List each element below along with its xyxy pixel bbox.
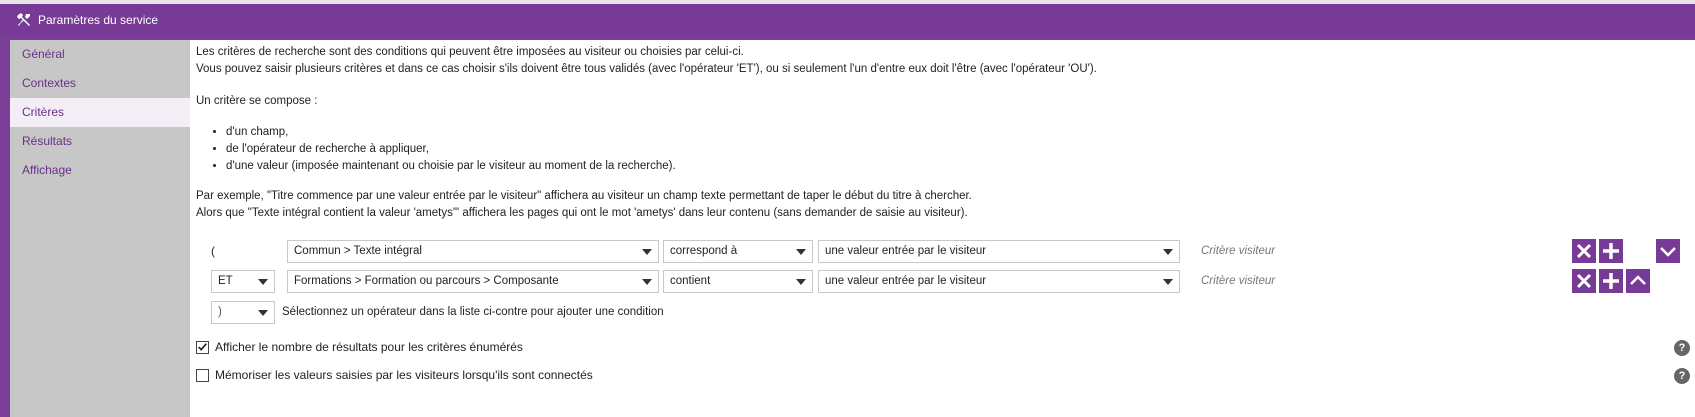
criterion-1-operator-value: correspond à (670, 245, 738, 257)
chevron-down-icon (796, 249, 806, 255)
criterion-2-visitor-label: Critère visiteur (1201, 275, 1276, 287)
sidebar-item-contexts[interactable]: Contextes (22, 76, 77, 90)
sidebar (10, 40, 190, 417)
sidebar-item-criteria[interactable]: Critères (10, 98, 190, 127)
intro-line-1: Les critères de recherche sont des conditions qui peuvent être imposées au visiteur ou choisies par celui-ci. (196, 46, 744, 58)
move-up-icon (1626, 269, 1650, 293)
chevron-down-icon (258, 310, 268, 316)
delete-icon (1572, 269, 1596, 293)
criterion-2-logic-select[interactable] (211, 270, 275, 293)
service-parameters-dialog (0, 4, 1695, 417)
chevron-down-icon (258, 279, 268, 285)
criterion-1-field-value: Commun > Texte intégral (294, 245, 422, 257)
sidebar-item-general[interactable]: Général (22, 47, 65, 61)
criterion-parts-list (208, 124, 676, 175)
example-line-1: Par exemple, "Titre commence par une valeur entrée par le visiteur" affichera au visiteur un champ texte permettant de taper le début du titre à chercher. (196, 190, 972, 202)
sidebar-item-results[interactable]: Résultats (22, 134, 73, 148)
criterion-1-value-select[interactable] (818, 240, 1180, 263)
intro-line-2: Vous pouvez saisir plusieurs critères et dans ce cas choisir s'ils doivent être tous validés (avec l'opérateur 'ET'), ou si seulement l'un d'entre eux doit l'être (avec l'opérateur 'OU'). (196, 63, 1097, 75)
help-icon[interactable]: ? (1674, 340, 1690, 356)
remember-values-label: Mémoriser les valeurs saisies par les visiteurs lorsqu'ils sont connectés (215, 368, 593, 382)
criterion-1-visitor-label: Critère visiteur (1201, 245, 1276, 257)
list-item: • d'un champ, (226, 124, 676, 141)
criterion-1-operator-select[interactable] (663, 240, 813, 263)
criterion-1-delete-button[interactable] (1572, 239, 1596, 263)
chevron-down-icon (1163, 279, 1173, 285)
list-item: • de l'opérateur de recherche à appliquer, (226, 141, 676, 158)
move-down-icon (1656, 239, 1680, 263)
example-line-2: Alors que "Texte intégral contient la valeur 'ametys'" affichera les pages qui ont le mot 'ametys' dans leur contenu (sans demander de saisie au visiteur). (196, 207, 968, 219)
open-parenthesis: ( (211, 244, 215, 258)
criterion-2-move-up-button[interactable] (1626, 269, 1650, 293)
delete-icon (1572, 239, 1596, 263)
add-icon (1599, 269, 1623, 293)
compose-heading: Un critère se compose : (196, 95, 318, 107)
chevron-down-icon (1163, 249, 1173, 255)
help-icon[interactable]: ? (1674, 368, 1690, 384)
criterion-2-field-select[interactable] (287, 270, 659, 293)
show-results-count-label: Afficher le nombre de résultats pour les critères énumérés (215, 340, 523, 354)
add-condition-hint: Sélectionnez un opérateur dans la liste ci-contre pour ajouter une condition (282, 306, 664, 318)
criterion-2-add-button[interactable] (1599, 269, 1623, 293)
add-operator-value: ) (218, 306, 222, 318)
add-icon (1599, 239, 1623, 263)
criterion-2-operator-select[interactable] (663, 270, 813, 293)
chevron-down-icon (642, 249, 652, 255)
criterion-2-logic-value: ET (218, 275, 233, 287)
criterion-2-operator-value: contient (670, 275, 711, 287)
remember-values-checkbox[interactable] (196, 369, 209, 382)
sidebar-item-display[interactable]: Affichage (22, 163, 72, 177)
criterion-2-value-select[interactable] (818, 270, 1180, 293)
criterion-1-value-value: une valeur entrée par le visiteur (825, 245, 987, 257)
criteria-panel (190, 40, 1695, 417)
criterion-2-field-value: Formations > Formation ou parcours > Composante (294, 275, 559, 287)
list-item: • d'une valeur (imposée maintenant ou choisie par le visiteur au moment de la recherche). (226, 158, 676, 175)
show-results-count-checkbox[interactable] (196, 341, 209, 354)
checkmark-icon (197, 342, 208, 353)
dialog-title: Paramètres du service (38, 13, 159, 27)
chevron-down-icon (642, 279, 652, 285)
criterion-1-field-select[interactable] (287, 240, 659, 263)
tools-icon (16, 12, 32, 28)
criterion-2-delete-button[interactable] (1572, 269, 1596, 293)
criterion-2-value-value: une valeur entrée par le visiteur (825, 275, 987, 287)
dialog-titlebar (0, 4, 1695, 36)
criterion-1-move-down-button[interactable] (1656, 239, 1680, 263)
add-operator-select[interactable] (211, 301, 275, 324)
chevron-down-icon (796, 279, 806, 285)
criterion-1-add-button[interactable] (1599, 239, 1623, 263)
